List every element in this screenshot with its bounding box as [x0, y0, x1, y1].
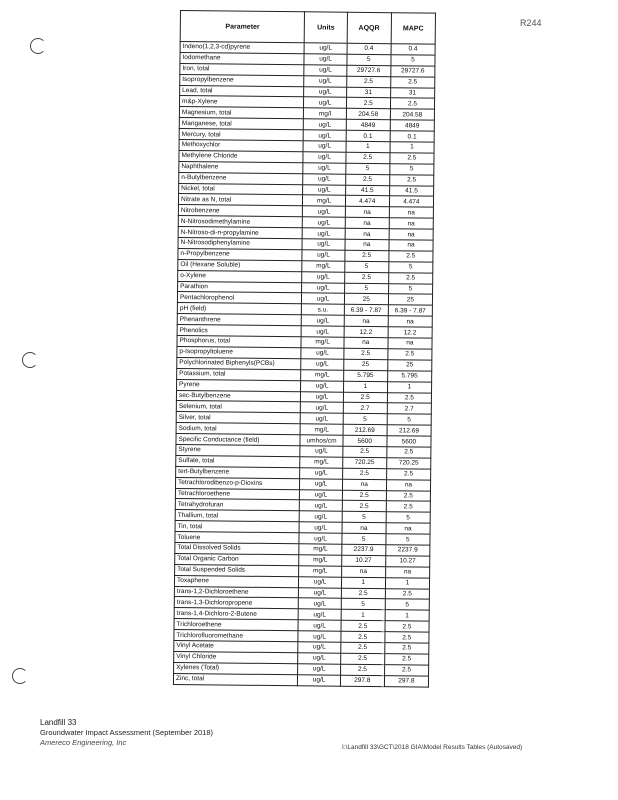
parameter-cell: pH (field) — [177, 303, 302, 315]
aqqr-cell: 2.5 — [346, 76, 390, 87]
aqqr-cell: na — [345, 239, 389, 250]
header-parameter: Parameter — [180, 11, 305, 43]
aqqr-cell: 204.58 — [346, 109, 390, 120]
aqqr-cell: 5.795 — [343, 370, 387, 381]
aqqr-cell: 212.69 — [343, 424, 387, 435]
units-cell: ug/L — [302, 271, 344, 282]
parameter-cell: N-Nitroso-di-n-propylamine — [178, 227, 303, 239]
mapc-cell: 5 — [391, 55, 435, 66]
parameter-cell: Zinc, total — [173, 673, 298, 685]
parameter-cell: Phenanthrene — [177, 314, 302, 326]
units-cell: ug/L — [300, 489, 342, 500]
mapc-cell: 2.5 — [390, 98, 434, 109]
header-units: Units — [305, 12, 348, 43]
aqqr-cell: na — [342, 522, 386, 533]
mapc-cell: 2237.9 — [386, 545, 430, 556]
mapc-cell: 297.8 — [384, 675, 428, 686]
mapc-cell: 2.5 — [386, 501, 430, 512]
parameter-cell: Xylenes (Total) — [174, 662, 299, 674]
units-cell: mg/L — [299, 566, 341, 577]
aqqr-cell: 2.5 — [340, 642, 384, 653]
units-cell: ug/L — [301, 348, 343, 359]
mapc-cell: na — [389, 207, 433, 218]
aqqr-cell: 25 — [343, 359, 387, 370]
parameter-cell: Selenium, total — [176, 401, 301, 413]
mapc-cell: 0.4 — [391, 44, 435, 55]
aqqr-cell: na — [344, 337, 388, 348]
mapc-cell: 2.5 — [387, 392, 431, 403]
parameter-cell: Iron, total — [180, 63, 305, 75]
aqqr-cell: 5 — [342, 533, 386, 544]
mapc-cell: 5 — [387, 414, 431, 425]
units-cell: ug/L — [303, 206, 345, 217]
mapc-cell: 2.5 — [385, 632, 429, 643]
table-row — [173, 673, 428, 687]
parameter-cell: Trichlorofluoromethane — [174, 630, 299, 642]
parameter-table — [173, 10, 436, 687]
aqqr-cell: 2.5 — [344, 272, 388, 283]
binder-hole-mark-top — [30, 38, 46, 54]
mapc-cell: na — [386, 479, 430, 490]
units-cell: ug/L — [301, 413, 343, 424]
units-cell: ug/L — [298, 631, 340, 642]
aqqr-cell: 2.5 — [346, 152, 390, 163]
units-cell: ug/L — [300, 446, 342, 457]
mapc-cell: 1 — [385, 577, 429, 588]
aqqr-cell: 2.5 — [340, 653, 384, 664]
mapc-cell: 2.5 — [385, 621, 429, 632]
aqqr-cell: 4.474 — [345, 196, 389, 207]
units-cell: ug/L — [299, 609, 341, 620]
parameter-cell: tert-Butylbenzene — [176, 466, 301, 478]
mapc-cell: 2.5 — [384, 654, 428, 665]
parameter-cell: Naphthalene — [179, 161, 304, 173]
mapc-cell: 6.39 - 7.87 — [388, 305, 432, 316]
aqqr-cell: 10.27 — [341, 555, 385, 566]
parameter-cell: Phenolics — [177, 325, 302, 337]
parameter-cell: Specific Conductance (field) — [176, 434, 301, 446]
mapc-cell: na — [388, 338, 432, 349]
parameter-cell: Thallium, total — [175, 510, 300, 522]
parameter-cell: Total Dissolved Solids — [175, 542, 300, 554]
mapc-cell: na — [385, 566, 429, 577]
units-cell: ug/L — [303, 173, 345, 184]
aqqr-cell: 1 — [343, 381, 387, 392]
header-aqqr: AQQR — [347, 12, 391, 43]
aqqr-cell: 297.8 — [340, 675, 384, 686]
mapc-cell: 4.474 — [389, 196, 433, 207]
mapc-cell: 5600 — [387, 436, 431, 447]
parameter-cell: Nitrobenzene — [178, 205, 303, 217]
mapc-cell: 25 — [388, 294, 432, 305]
footer-left — [40, 718, 213, 748]
units-cell: mg/L — [302, 261, 344, 272]
aqqr-cell: 5 — [341, 599, 385, 610]
mapc-cell: 2.5 — [386, 468, 430, 479]
mapc-cell: 2.5 — [388, 272, 432, 283]
units-cell: ug/L — [304, 119, 346, 130]
aqqr-cell: 5 — [347, 54, 391, 65]
units-cell: ug/L — [301, 402, 343, 413]
units-cell: ug/L — [304, 130, 346, 141]
units-cell: ug/L — [299, 587, 341, 598]
mapc-cell: na — [389, 240, 433, 251]
parameter-cell: trans-1,4-Dichloro-2-Butene — [174, 608, 299, 620]
parameter-cell: Toluene — [175, 532, 300, 544]
units-cell: ug/L — [303, 184, 345, 195]
aqqr-cell: 1 — [341, 577, 385, 588]
parameter-cell: Polychlorinated Biphenyls(PCBs) — [177, 357, 302, 369]
mapc-cell: 25 — [388, 360, 432, 371]
mapc-cell: na — [388, 316, 432, 327]
parameter-cell: Total Suspended Solids — [175, 564, 300, 576]
units-cell: ug/L — [301, 380, 343, 391]
aqqr-cell: 2.5 — [344, 348, 388, 359]
units-cell: ug/L — [303, 217, 345, 228]
page-reference: R244 — [520, 18, 542, 28]
units-cell: umhos/cm — [300, 435, 342, 446]
units-cell: ug/L — [299, 533, 341, 544]
parameter-cell: Tin, total — [175, 521, 300, 533]
mapc-cell: na — [386, 523, 430, 534]
parameter-cell: Methoxychlor — [179, 140, 304, 152]
parameter-cell: Vinyl Acetate — [174, 640, 299, 652]
parameter-cell: N-Nitrosodiphenylamine — [178, 238, 303, 250]
units-cell: s.u. — [302, 304, 344, 315]
mapc-cell: 2.5 — [387, 447, 431, 458]
parameter-cell: Tetrachloroethene — [175, 488, 300, 500]
parameter-cell: trans-1,3-Dichloropropene — [174, 597, 299, 609]
parameter-cell: Lead, total — [180, 85, 305, 97]
binder-hole-mark-middle — [22, 352, 38, 368]
parameter-cell: m&p-Xylene — [179, 96, 304, 108]
mapc-cell: 2.7 — [387, 403, 431, 414]
parameter-cell: Silver, total — [176, 412, 301, 424]
units-cell: ug/L — [298, 664, 340, 675]
aqqr-cell: 41.5 — [345, 185, 389, 196]
parameter-cell: Phosphorus, total — [177, 336, 302, 348]
units-cell: ug/L — [300, 511, 342, 522]
parameter-cell: p-Isopropyltoluene — [177, 346, 302, 358]
footer-report: Groundwater Impact Assessment (September 2018) — [40, 728, 213, 737]
aqqr-cell: 29727.6 — [347, 65, 391, 76]
mapc-cell: 1 — [387, 381, 431, 392]
aqqr-cell: 1 — [341, 610, 385, 621]
aqqr-cell: 2.5 — [341, 631, 385, 642]
units-cell: ug/L — [303, 141, 345, 152]
mapc-cell: 2.5 — [385, 588, 429, 599]
units-cell: mg/L — [300, 457, 342, 468]
parameter-cell: Nitrate as N, total — [178, 194, 303, 206]
aqqr-cell: na — [345, 207, 389, 218]
aqqr-cell: 5 — [343, 414, 387, 425]
mapc-cell: 2.5 — [389, 251, 433, 262]
mapc-cell: 2.5 — [390, 153, 434, 164]
mapc-cell: na — [389, 229, 433, 240]
parameter-cell: Sulfate, total — [176, 455, 301, 467]
units-cell: ug/L — [302, 293, 344, 304]
mapc-cell: 41.5 — [389, 185, 433, 196]
units-cell: ug/L — [298, 642, 340, 653]
parameter-cell: Manganese, total — [179, 118, 304, 130]
units-cell: ug/L — [298, 674, 340, 685]
parameter-cell: Pentachlorophenol — [177, 292, 302, 304]
aqqr-cell: na — [345, 228, 389, 239]
units-cell: ug/L — [303, 228, 345, 239]
units-cell: ug/L — [303, 163, 345, 174]
aqqr-cell: 2.7 — [343, 403, 387, 414]
mapc-cell: 5 — [386, 534, 430, 545]
parameter-cell: N-Nitrosodimethylamine — [178, 216, 303, 228]
mapc-cell: 2.5 — [384, 664, 428, 675]
aqqr-cell: 2.5 — [343, 446, 387, 457]
mapc-cell: 1 — [390, 142, 434, 153]
mapc-cell: 5 — [390, 164, 434, 175]
mapc-cell: 4849 — [390, 120, 434, 131]
parameter-cell: Parathion — [178, 281, 303, 293]
mapc-cell: 2.5 — [386, 490, 430, 501]
parameter-cell: o-Xylene — [178, 270, 303, 282]
units-cell: ug/L — [300, 468, 342, 479]
units-cell: mg/L — [301, 337, 343, 348]
parameter-cell: trans-1,2-Dichloroethene — [174, 586, 299, 598]
units-cell: ug/L — [301, 359, 343, 370]
parameter-cell: Trichloroethene — [174, 619, 299, 631]
aqqr-cell: na — [344, 315, 388, 326]
units-cell: ug/L — [302, 250, 344, 261]
parameter-cell: Mercury, total — [179, 129, 304, 141]
parameter-cell: Oil (Hexane Soluble) — [178, 259, 303, 271]
parameter-cell: Sodium, total — [176, 423, 301, 435]
parameter-cell: Methylene Chloride — [179, 150, 304, 162]
parameter-cell: Isopropylbenzene — [180, 74, 305, 86]
aqqr-cell: 5 — [342, 512, 386, 523]
aqqr-cell: 2.5 — [346, 98, 390, 109]
units-cell: ug/L — [299, 576, 341, 587]
aqqr-cell: 31 — [346, 87, 390, 98]
units-cell: mg/L — [301, 424, 343, 435]
parameter-cell: Pyrene — [177, 379, 302, 391]
aqqr-cell: 2.5 — [340, 664, 384, 675]
aqqr-cell: 2237.9 — [341, 544, 385, 555]
parameter-cell: n-Propylbenzene — [178, 248, 303, 260]
mapc-cell: 0.1 — [390, 131, 434, 142]
units-cell: mg/L — [301, 370, 343, 381]
mapc-cell: 29727.6 — [391, 65, 435, 76]
units-cell: ug/L — [305, 43, 347, 54]
mapc-cell: 1 — [385, 610, 429, 621]
aqqr-cell: 2.5 — [342, 490, 386, 501]
units-cell: ug/L — [301, 391, 343, 402]
aqqr-cell: 0.4 — [347, 43, 391, 54]
footer-company: Amereco Engineering, Inc — [40, 738, 127, 747]
mapc-cell: 5 — [385, 599, 429, 610]
units-cell: mg/L — [303, 195, 345, 206]
units-cell: ug/L — [304, 75, 346, 86]
units-cell: ug/L — [304, 65, 346, 76]
mapc-cell: 10.27 — [386, 556, 430, 567]
units-cell: ug/L — [302, 282, 344, 293]
units-cell: ug/L — [299, 598, 341, 609]
mapc-cell: 5 — [388, 283, 432, 294]
units-cell: ug/L — [302, 315, 344, 326]
aqqr-cell: 1 — [346, 141, 390, 152]
units-cell: ug/L — [304, 54, 346, 65]
aqqr-cell: 25 — [344, 294, 388, 305]
aqqr-cell: na — [345, 217, 389, 228]
units-cell: ug/L — [298, 620, 340, 631]
parameter-cell: Tetrahydrofuran — [175, 499, 300, 511]
parameter-cell: Vinyl Chloride — [174, 651, 299, 663]
parameter-cell: Toxaphene — [174, 575, 299, 587]
parameter-cell: n-Butylbenzene — [179, 172, 304, 184]
units-cell: ug/L — [303, 152, 345, 163]
footer-site: Landfill 33 — [40, 718, 77, 727]
units-cell: ug/L — [302, 239, 344, 250]
mapc-cell: 5 — [389, 262, 433, 273]
units-cell: ug/L — [299, 522, 341, 533]
aqqr-cell: na — [341, 566, 385, 577]
aqqr-cell: 0.1 — [346, 130, 390, 141]
mapc-cell: na — [389, 218, 433, 229]
units-cell: ug/L — [304, 97, 346, 108]
binder-hole-mark-bottom — [12, 668, 28, 684]
aqqr-cell: 2.5 — [341, 588, 385, 599]
units-cell: mg/L — [299, 555, 341, 566]
aqqr-cell: 5 — [344, 261, 388, 272]
aqqr-cell: 2.5 — [341, 620, 385, 631]
mapc-cell: 212.69 — [387, 425, 431, 436]
aqqr-cell: 5600 — [343, 435, 387, 446]
aqqr-cell: 5 — [345, 163, 389, 174]
mapc-cell: 2.5 — [388, 349, 432, 360]
aqqr-cell: 2.5 — [345, 250, 389, 261]
units-cell: mg/l — [304, 108, 346, 119]
mapc-cell: 2.5 — [390, 174, 434, 185]
table-header-row — [180, 11, 435, 45]
mapc-cell: 720.25 — [387, 458, 431, 469]
aqqr-cell: 12.2 — [344, 326, 388, 337]
mapc-cell: 5 — [386, 512, 430, 523]
units-cell: mg/L — [299, 544, 341, 555]
mapc-cell: 5.795 — [387, 370, 431, 381]
header-mapc: MAPC — [391, 13, 435, 44]
parameter-cell: Magnesium, total — [179, 107, 304, 119]
mapc-cell: 2.5 — [385, 643, 429, 654]
parameter-cell: Potassium, total — [177, 368, 302, 380]
aqqr-cell: 6.39 - 7.87 — [344, 305, 388, 316]
mapc-cell: 12.2 — [388, 327, 432, 338]
parameter-cell: Indeno(1,2,3-cd)pyrene — [180, 42, 305, 54]
aqqr-cell: na — [342, 479, 386, 490]
aqqr-cell: 2.5 — [342, 501, 386, 512]
units-cell: ug/L — [302, 326, 344, 337]
footer-file-path: I:\Landfill 33\GCT\2018 GIA\Model Results Tables (Autosaved) — [342, 744, 523, 751]
mapc-cell: 31 — [390, 87, 434, 98]
units-cell: ug/L — [304, 86, 346, 97]
units-cell: ug/L — [298, 653, 340, 664]
parameter-cell: Total Organic Carbon — [175, 553, 300, 565]
units-cell: ug/L — [300, 478, 342, 489]
units-cell: ug/L — [300, 500, 342, 511]
aqqr-cell: 720.25 — [342, 457, 386, 468]
aqqr-cell: 4849 — [346, 119, 390, 130]
table-body — [173, 42, 435, 687]
parameter-cell: Iodomethane — [180, 52, 305, 64]
parameter-cell: sec-Butylbenzene — [176, 390, 301, 402]
mapc-cell: 2.5 — [391, 76, 435, 87]
parameter-cell: Tetrachlorodibenzo-p-Dioxins — [175, 477, 300, 489]
aqqr-cell: 2.5 — [345, 174, 389, 185]
aqqr-cell: 2.5 — [342, 468, 386, 479]
mapc-cell: 204.58 — [390, 109, 434, 120]
parameter-cell: Nickel, total — [179, 183, 304, 195]
aqqr-cell: 2.5 — [343, 392, 387, 403]
aqqr-cell: 5 — [344, 283, 388, 294]
parameter-cell: Styrene — [176, 444, 301, 456]
